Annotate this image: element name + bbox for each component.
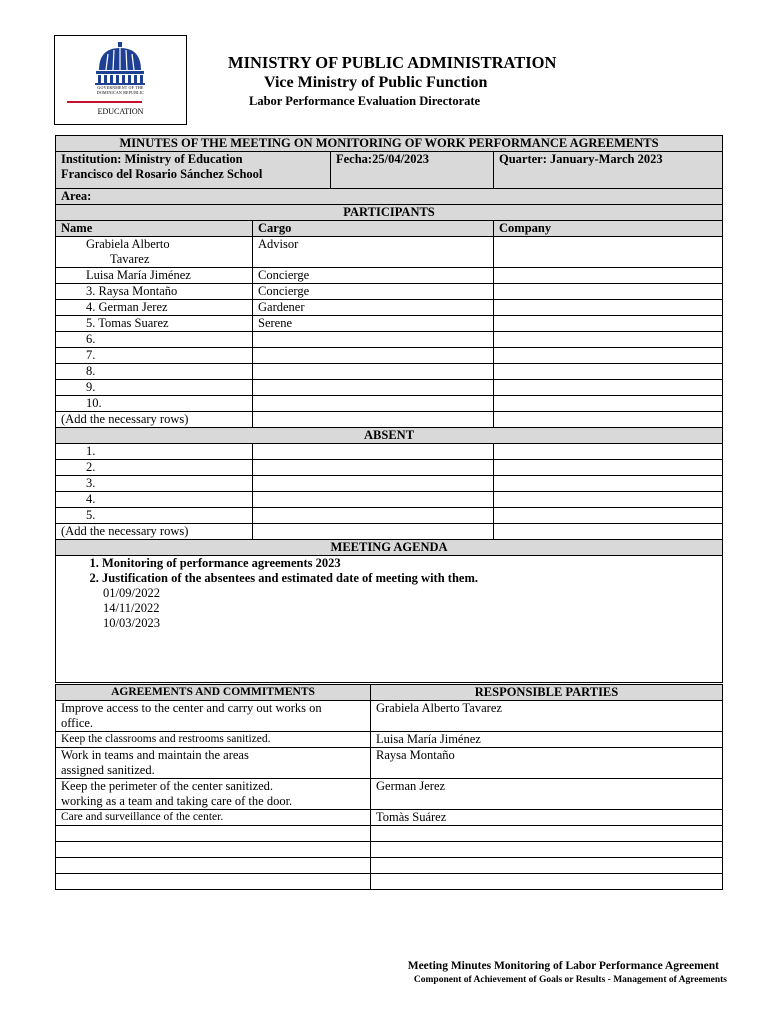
- agenda-date: 14/11/2022: [103, 601, 160, 615]
- table-row: [56, 300, 723, 316]
- agreements-header: AGREEMENTS AND COMMITMENTS: [56, 685, 371, 701]
- participant-cargo: [253, 332, 494, 348]
- absent-name: 1.: [56, 444, 253, 460]
- table-row: [56, 701, 723, 732]
- footer-title: Meeting Minutes Monitoring of Labor Performance Agreement: [407, 960, 719, 972]
- table-row: [56, 316, 723, 332]
- responsible-party: German Jerez: [371, 779, 723, 810]
- agenda-date: 01/09/2022: [103, 586, 160, 600]
- footer-subtitle: Component of Achievement of Goals or Results - Management of Agreements: [413, 975, 727, 985]
- agreement-text: Work in teams and maintain the areas assigned sanitized.: [56, 748, 371, 779]
- participant-cargo: [253, 396, 494, 412]
- agenda-list: [56, 556, 717, 586]
- table-row: [56, 460, 723, 476]
- participant-cargo: Advisor: [253, 237, 494, 268]
- participants-title: PARTICIPANTS: [56, 205, 723, 221]
- table-row: [56, 779, 723, 810]
- table-row: [56, 237, 723, 268]
- participant-name: 4. German Jerez: [56, 300, 253, 316]
- participant-name: Grabiela Alberto Tavarez: [56, 237, 253, 268]
- participants-add-rows-note: (Add the necessary rows): [56, 412, 253, 428]
- participant-company: [494, 300, 723, 316]
- col-header-name: Name: [56, 221, 253, 237]
- participant-name: 7.: [56, 348, 253, 364]
- institution-cell: [56, 152, 331, 189]
- agreement-text: Improve access to the center and carry out works on office.: [56, 701, 371, 732]
- table-row: [56, 748, 723, 779]
- participant-cargo: Gardener: [253, 300, 494, 316]
- participant-company: [494, 348, 723, 364]
- institution-label: Institution: Ministry of Education: [61, 152, 243, 166]
- quarter-cell: Quarter: January-March 2023: [494, 152, 723, 189]
- agreements-table: [55, 684, 723, 890]
- participant-name: Luisa María Jiménez: [56, 268, 253, 284]
- minutes-table: [55, 135, 723, 683]
- absent-name: 2.: [56, 460, 253, 476]
- logo-box: [54, 35, 187, 125]
- participant-company: [494, 380, 723, 396]
- agenda-item: 1. Monitoring of performance agreements 2023: [102, 556, 717, 571]
- agreement-text: Care and surveillance of the center.: [56, 810, 371, 826]
- logo-divider: [67, 101, 142, 103]
- school-label: Francisco del Rosario Sánchez School: [61, 167, 263, 181]
- table-row: [56, 380, 723, 396]
- participant-name: 10.: [56, 396, 253, 412]
- agenda-item: 2. Justification of the absentees and estimated date of meeting with them.: [102, 571, 717, 586]
- responsible-header: RESPONSIBLE PARTIES: [371, 685, 723, 701]
- absent-name: 4.: [56, 492, 253, 508]
- table-row: [56, 842, 723, 858]
- table-row: [56, 476, 723, 492]
- responsible-party: Tomàs Suárez: [371, 810, 723, 826]
- agenda-title: MEETING AGENDA: [56, 540, 723, 556]
- participant-company: [494, 332, 723, 348]
- table-row: [56, 874, 723, 890]
- participant-company: [494, 237, 723, 268]
- participant-name: 8.: [56, 364, 253, 380]
- table-row: [56, 332, 723, 348]
- table-row: [56, 810, 723, 826]
- participant-company: [494, 268, 723, 284]
- table-row: [56, 858, 723, 874]
- area-cell: Area:: [56, 189, 723, 205]
- directorate-title: Labor Performance Evaluation Directorate: [249, 94, 481, 108]
- logo-government-text: GOVERNMENT OF THE DOMINICAN REPUBLIC: [96, 85, 145, 95]
- responsible-party: Raysa Montaño: [371, 748, 723, 779]
- table-row: [56, 268, 723, 284]
- ministry-title: MINISTRY OF PUBLIC ADMINISTRATION: [228, 53, 557, 72]
- responsible-party: Luisa María Jiménez: [371, 732, 723, 748]
- table-row: [56, 396, 723, 412]
- participant-name: 3. Raysa Montaño: [56, 284, 253, 300]
- participant-name: 9.: [56, 380, 253, 396]
- participant-company: [494, 316, 723, 332]
- participant-company: [494, 364, 723, 380]
- absent-title: ABSENT: [56, 428, 723, 444]
- absent-name: 5.: [56, 508, 253, 524]
- table-row: [56, 348, 723, 364]
- participant-cargo: Concierge: [253, 268, 494, 284]
- table-row: [56, 826, 723, 842]
- capitol-dome-icon: [93, 42, 147, 86]
- participant-cargo: Concierge: [253, 284, 494, 300]
- minutes-title: MINUTES OF THE MEETING ON MONITORING OF WORK PERFORMANCE AGREEMENTS: [56, 136, 723, 152]
- participant-cargo: Serene: [253, 316, 494, 332]
- absent-name: 3.: [56, 476, 253, 492]
- table-row: [56, 508, 723, 524]
- date-cell: Fecha:25/04/2023: [331, 152, 494, 189]
- responsible-party: Grabiela Alberto Tavarez: [371, 701, 723, 732]
- participant-cargo: [253, 348, 494, 364]
- logo-education-text: EDUCATION: [97, 107, 144, 116]
- participant-company: [494, 284, 723, 300]
- agenda-content: [56, 556, 723, 683]
- absent-add-rows-note: (Add the necessary rows): [56, 524, 253, 540]
- participant-cargo: [253, 364, 494, 380]
- participant-cargo: [253, 380, 494, 396]
- table-row: [56, 444, 723, 460]
- agenda-date: 10/03/2023: [103, 616, 160, 630]
- table-row: [56, 492, 723, 508]
- table-row: [56, 284, 723, 300]
- table-row: [56, 364, 723, 380]
- col-header-company: Company: [494, 221, 723, 237]
- col-header-cargo: Cargo: [253, 221, 494, 237]
- table-row: [56, 732, 723, 748]
- agreement-text: Keep the perimeter of the center sanitized. working as a team and taking care of the door.: [56, 779, 371, 810]
- participant-name: 5. Tomas Suarez: [56, 316, 253, 332]
- participant-name: 6.: [56, 332, 253, 348]
- participant-company: [494, 396, 723, 412]
- vice-ministry-title: Vice Ministry of Public Function: [264, 74, 488, 91]
- agreement-text: Keep the classrooms and restrooms sanitized.: [56, 732, 371, 748]
